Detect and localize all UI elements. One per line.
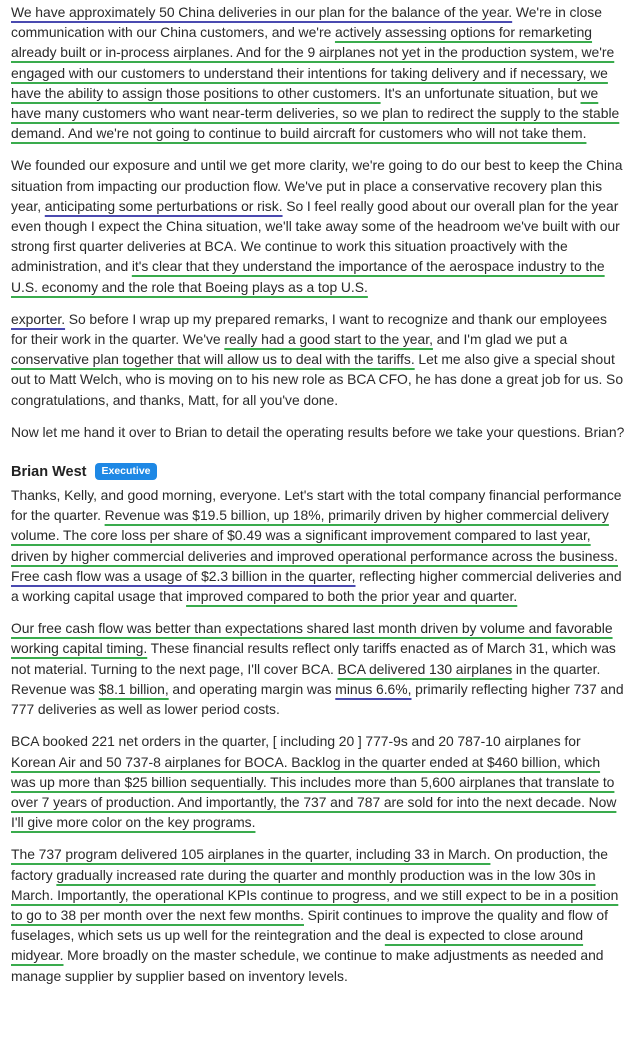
highlight-green: BCA delivered 130 airplanes: [337, 660, 513, 677]
text-segment: primarily reflecting higher 737 and 777 deliveries as well as lower period costs.: [11, 680, 624, 718]
transcript-paragraph: [11, 731, 626, 832]
transcript-paragraph: [11, 618, 626, 719]
speaker-name: Brian West: [11, 463, 87, 480]
highlight-blue: Free cash flow was a usage of $2.3 billion in the quarter,: [11, 567, 356, 584]
text-segment: So before I wrap up my prepared remarks, I want to recognize and thank our employees for their work in the quarter. We've: [11, 310, 607, 348]
transcript-block-brian: [11, 485, 626, 986]
transcript-paragraph: [11, 155, 626, 296]
highlight-green: actively assessing options for remarketing already built or in-process airplanes. And for the 9 airplanes not yet in the production system, we're engaged with our customers to understand their intentions for taking delivery and if necessary, we have the ability to assign those positions to other customers.: [11, 24, 615, 101]
text-segment: These financial results reflect only tariffs enacted as of March 31, which was not material. Turning to the next page, I'll cover BCA.: [11, 640, 616, 677]
text-segment: More broadly on the master schedule, we continue to make adjustments as needed and manage supplier by supplier based on inventory levels.: [11, 947, 604, 984]
transcript-paragraph: [11, 422, 626, 442]
text-segment: in the quarter. Revenue was: [11, 660, 601, 697]
text-segment: Spirit continues to improve the quality and flow of fuselages, which sets us up well for the reintegration and the: [11, 906, 608, 944]
highlight-blue: exporter.: [11, 310, 66, 327]
text-segment: Thanks, Kelly, and good morning, everyone. Let's start with the total company financial performance for the quarter.: [11, 487, 622, 524]
text-segment: Let me also give a special shout out to Matt Welch, who is moving on to his new role as BCA CFO, he has done a great job for us. So congratulations, and thanks, Matt, for all you've done.: [11, 351, 624, 408]
transcript-paragraph: [11, 485, 626, 606]
highlight-green: deal is expected to close around midyear.: [11, 927, 584, 964]
transcript-paragraph: [11, 844, 626, 985]
highlight-green: The 737 program delivered 105 airplanes in the quarter, including 33 in March.: [11, 846, 491, 863]
highlight-green: Revenue was $19.5 billion, up 18%, primarily driven by higher commercial delivery volume. The core loss per share of $0.49 was a significant improvement compared to last year, driven by higher commercial deliveries and improved operational performance across the business.: [11, 507, 618, 564]
text-segment: So I feel really good about our overall plan for the year even though I expect the China situation, we'll take away some of the headroom we've built with our strong first quarter deliveries at BCA. We continue to work this situation proactively with the administration, and: [11, 197, 620, 275]
text-segment: Now let me hand it over to Brian to detail the operating results before we take your questions. Brian?: [11, 423, 625, 440]
text-segment: reflecting higher commercial deliveries and a working capital usage that: [11, 567, 622, 605]
text-segment: On production, the factory: [11, 846, 608, 883]
text-segment: We're in close communication with our China customers, and we're: [11, 4, 602, 41]
highlight-green: really had a good start to the year,: [224, 331, 433, 348]
text-segment: and I'm glad we put a: [432, 331, 568, 348]
text-segment: It's an unfortunate situation, but: [380, 84, 581, 101]
text-segment: and operating margin was: [168, 680, 336, 697]
text-segment: BCA booked 221 net orders in the quarter, [ including 20 ] 777-9s and 20 787-10 airplanes for: [11, 733, 581, 750]
highlight-green: improved compared to both the prior year and quarter.: [186, 588, 518, 605]
highlight-green: Korean Air and 50 737-8 airplanes for BOCA. Backlog in the quarter ended at $460 billion, which was up more than $25 billion sequentially. This includes more than 5,600 airplanes that translate to over 7 years of production. And importantly, the 737 and 787 are sold for into the next decade. Now I'll give more color on the key programs.: [11, 753, 617, 831]
highlight-green: Our free cash flow was better than expectations shared last month driven by volume and favorable working capital timing.: [11, 620, 613, 657]
highlight-green: $8.1 billion,: [98, 680, 169, 697]
text-segment: We founded our exposure and until we get more clarity, we're going to do our best to keep the China situation from impacting our production flow. We've put in place a conservative recovery plan this year,: [11, 157, 623, 214]
highlight-green: we have many customers who want near-term deliveries, so we plan to redirect the supply to the stable demand. And we're not going to continue to build aircraft for customers who will not take them.: [11, 84, 620, 142]
highlight-green: gradually increased rate during the quarter and monthly production was in the low 30s in March. Importantly, the operational KPIs continue to progress, and we still expect to be in a position to go to 38 per month over the next few months.: [11, 866, 619, 923]
highlight-blue: We have approximately 50 China deliveries in our plan for the balance of the year.: [11, 4, 513, 20]
highlight-green: conservative plan together that will allow us to deal with the tariffs.: [11, 351, 415, 368]
transcript-block-kelly: [11, 2, 626, 442]
highlight-green: it's clear that they understand the importance of the aerospace industry to the U.S. economy and the role that Boeing plays as a top U.S.: [11, 258, 605, 295]
highlight-blue: anticipating some perturbations or risk.: [44, 197, 283, 214]
highlight-blue: minus 6.6%,: [335, 680, 412, 697]
speaker-header: [11, 463, 626, 480]
speaker-role-badge: Executive: [95, 463, 156, 480]
transcript-paragraph: [11, 309, 626, 410]
transcript-paragraph: [11, 2, 626, 143]
